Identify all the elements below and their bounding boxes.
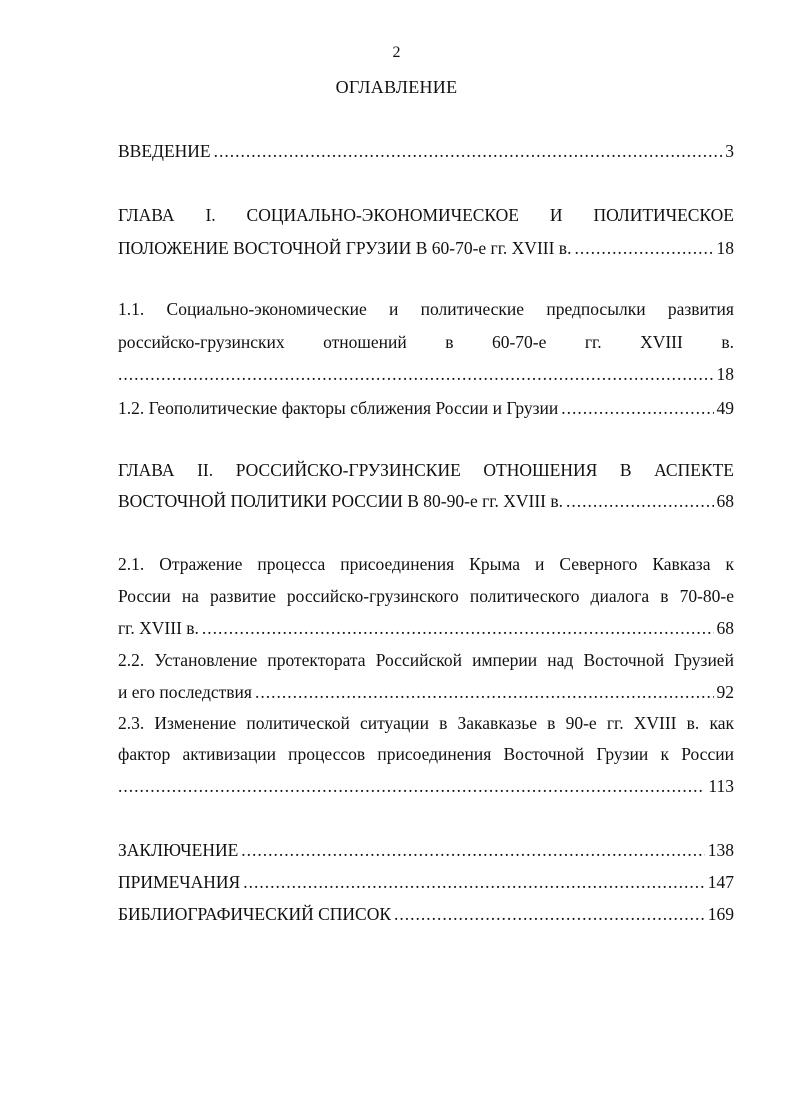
- dot-leader: [214, 141, 723, 162]
- toc-label: БИБЛИОГРАФИЧЕСКИЙ СПИСОК: [118, 904, 392, 924]
- word: в: [660, 586, 669, 606]
- word: развитие: [210, 586, 276, 606]
- toc-entry-conclusion[interactable]: [118, 840, 734, 861]
- toc-sec2-2-line1[interactable]: [118, 650, 734, 671]
- dot-leader: [202, 618, 714, 639]
- word: 2.2.: [118, 650, 145, 670]
- toc-sec1-1-line1[interactable]: [118, 299, 734, 320]
- word: 60-70-е: [491, 332, 547, 352]
- toc-page: 18: [716, 238, 734, 258]
- toc-page: 18: [716, 364, 734, 384]
- word: и: [389, 299, 399, 319]
- toc-sec1-1-line3[interactable]: [118, 364, 734, 385]
- word: процесса: [257, 554, 326, 574]
- dot-leader: [241, 840, 704, 861]
- word: к: [660, 744, 669, 764]
- word: империи: [472, 650, 538, 670]
- word: развития: [667, 299, 734, 319]
- word: ПОЛИТИЧЕСКОЕ: [593, 205, 734, 225]
- word: России: [118, 586, 171, 606]
- word: отношений: [323, 332, 407, 352]
- word: АСПЕКТЕ: [654, 460, 734, 480]
- page-title: ОГЛАВЛЕНИЕ: [335, 77, 458, 97]
- toc-sec2-3-line1[interactable]: [118, 713, 734, 734]
- toc-entry-bibliography[interactable]: [118, 904, 734, 925]
- word: РОССИЙСКО-ГРУЗИНСКИЕ: [235, 460, 461, 480]
- word: процессов: [288, 744, 366, 764]
- word: Закавказье: [457, 713, 537, 733]
- word: И: [549, 205, 563, 225]
- toc-chapter2-line1[interactable]: [118, 460, 734, 481]
- toc-label: ЗАКЛЮЧЕНИЕ: [118, 840, 239, 860]
- word: ситуации: [360, 713, 429, 733]
- toc-page: 68: [716, 618, 734, 638]
- word: 1.1.: [118, 299, 145, 319]
- toc-sec1-2[interactable]: [118, 398, 734, 419]
- word: Социально-экономические: [166, 299, 367, 319]
- word: Восточной: [583, 650, 665, 670]
- word: Изменение: [154, 713, 237, 733]
- toc-label: ВВЕДЕНИЕ: [118, 141, 211, 161]
- toc-sec2-1-line2[interactable]: [118, 586, 734, 607]
- word: Грузии: [596, 744, 649, 764]
- toc-entry-notes[interactable]: [118, 872, 734, 893]
- word: 70-80-е: [679, 586, 734, 606]
- word: 90-е: [565, 713, 597, 733]
- word: XVIII: [640, 332, 683, 352]
- word: в: [445, 332, 454, 352]
- toc-sec2-1-line1[interactable]: [118, 554, 734, 575]
- word: как: [709, 713, 734, 733]
- dot-leader: [394, 904, 705, 925]
- page-number: 2: [392, 44, 401, 61]
- word: в: [547, 713, 556, 733]
- word: Отражение: [159, 554, 243, 574]
- toc-chapter1-line2[interactable]: [118, 238, 734, 259]
- word: присоединения: [377, 744, 492, 764]
- word: активизации: [182, 744, 276, 764]
- word: политического: [469, 586, 580, 606]
- toc-chapter2-line2[interactable]: [118, 491, 734, 512]
- dot-leader: [118, 364, 714, 385]
- word: Грузией: [674, 650, 734, 670]
- word: России: [681, 744, 734, 764]
- word: В: [619, 460, 632, 480]
- toc-sec2-3-line3[interactable]: [118, 776, 734, 797]
- toc-chapter1-line1[interactable]: [118, 205, 734, 226]
- word: и: [535, 554, 545, 574]
- toc-page: 3: [725, 141, 734, 161]
- word: гг.: [584, 332, 602, 352]
- dot-leader: [566, 491, 714, 512]
- dot-leader: [243, 872, 705, 893]
- toc-label: гг. XVIII в.: [118, 618, 199, 638]
- word: Установление: [154, 650, 258, 670]
- word: ГЛАВА: [118, 460, 175, 480]
- toc-label: 1.2. Геополитические факторы сближения России и Грузии: [118, 398, 559, 418]
- toc-page: 68: [716, 491, 734, 511]
- word: к: [725, 554, 734, 574]
- toc-page: 49: [716, 398, 734, 418]
- word: в: [439, 713, 448, 733]
- dot-leader: [574, 238, 713, 259]
- word: 2.1.: [118, 554, 145, 574]
- toc-page: 169: [707, 904, 734, 924]
- toc-page: 147: [707, 872, 734, 892]
- word: российско-грузинского: [286, 586, 459, 606]
- toc-sec2-3-line2[interactable]: [118, 744, 734, 765]
- word: Кавказа: [652, 554, 711, 574]
- toc-page: 138: [707, 840, 734, 860]
- toc-sec1-1-line2[interactable]: [118, 332, 734, 353]
- word: Восточной: [503, 744, 585, 764]
- toc-sec2-1-line3[interactable]: [118, 618, 734, 639]
- word: политические: [420, 299, 525, 319]
- word: в.: [721, 332, 734, 352]
- dot-leader: [118, 776, 705, 797]
- word: ОТНОШЕНИЯ: [483, 460, 598, 480]
- toc-page: 92: [716, 682, 734, 702]
- word: присоединения: [340, 554, 455, 574]
- word: II.: [197, 460, 214, 480]
- word: Северного: [559, 554, 638, 574]
- toc-label: и его последствия: [118, 682, 252, 702]
- toc-page: 113: [708, 776, 734, 796]
- word: фактор: [118, 744, 171, 764]
- word: Крыма: [469, 554, 521, 574]
- word: СОЦИАЛЬНО-ЭКОНОМИЧЕСКОЕ: [246, 205, 519, 225]
- word: ГЛАВА: [118, 205, 175, 225]
- toc-label: ВОСТОЧНОЙ ПОЛИТИКИ РОССИИ В 80-90-е гг. XVIII в.: [118, 491, 563, 511]
- word: российско-грузинских: [118, 332, 285, 352]
- word: гг.: [606, 713, 624, 733]
- toc-sec2-2-line2[interactable]: [118, 682, 734, 703]
- dot-leader: [255, 682, 714, 703]
- word: политической: [246, 713, 350, 733]
- word: протектората: [267, 650, 366, 670]
- word: Российской: [375, 650, 462, 670]
- dot-leader: [561, 398, 713, 419]
- word: 2.3.: [118, 713, 145, 733]
- toc-label: ПРИМЕЧАНИЯ: [118, 872, 241, 892]
- word: I.: [205, 205, 216, 225]
- word: над: [547, 650, 574, 670]
- word: диалога: [590, 586, 650, 606]
- word: на: [181, 586, 199, 606]
- word: XVIII: [633, 713, 677, 733]
- toc-label: ПОЛОЖЕНИЕ ВОСТОЧНОЙ ГРУЗИИ В 60-70-е гг. XVIII в.: [118, 238, 572, 258]
- toc-entry-intro[interactable]: [118, 141, 734, 162]
- word: в.: [686, 713, 700, 733]
- word: предпосылки: [546, 299, 646, 319]
